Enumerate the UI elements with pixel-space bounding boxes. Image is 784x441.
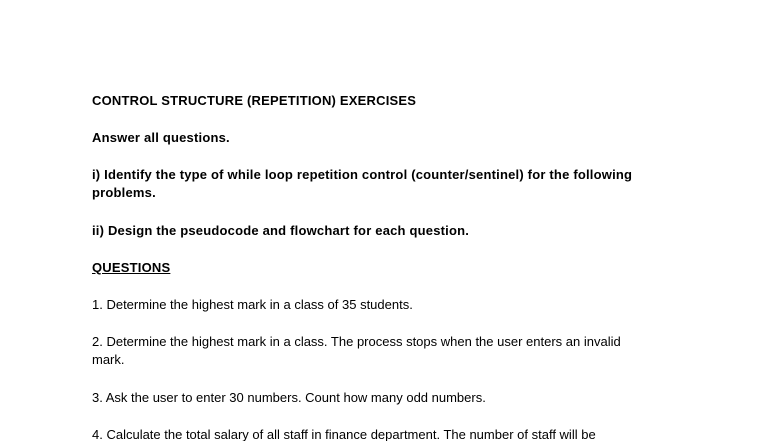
question-4-line-1: 4. Calculate the total salary of all staff in finance department. The number of staff will be bbox=[92, 427, 596, 441]
question-2-line-2: mark. bbox=[92, 352, 125, 367]
question-1: 1. Determine the highest mark in a class of 35 students. bbox=[92, 297, 413, 312]
document-title: CONTROL STRUCTURE (REPETITION) EXERCISES bbox=[92, 93, 417, 108]
instruction-text: Answer all questions. bbox=[92, 130, 230, 145]
question-3: 3. Ask the user to enter 30 numbers. Count how many odd numbers. bbox=[92, 390, 486, 405]
questions-heading: QUESTIONS bbox=[92, 260, 171, 275]
task-ii-text: ii) Design the pseudocode and flowchart for each question. bbox=[92, 223, 470, 238]
task-i-line-2: problems. bbox=[92, 185, 156, 200]
task-i-line-1: i) Identify the type of while loop repetition control (counter/sentinel) for the following bbox=[92, 167, 633, 182]
question-2-line-1: 2. Determine the highest mark in a class. The process stops when the user enters an invalid bbox=[92, 334, 621, 349]
